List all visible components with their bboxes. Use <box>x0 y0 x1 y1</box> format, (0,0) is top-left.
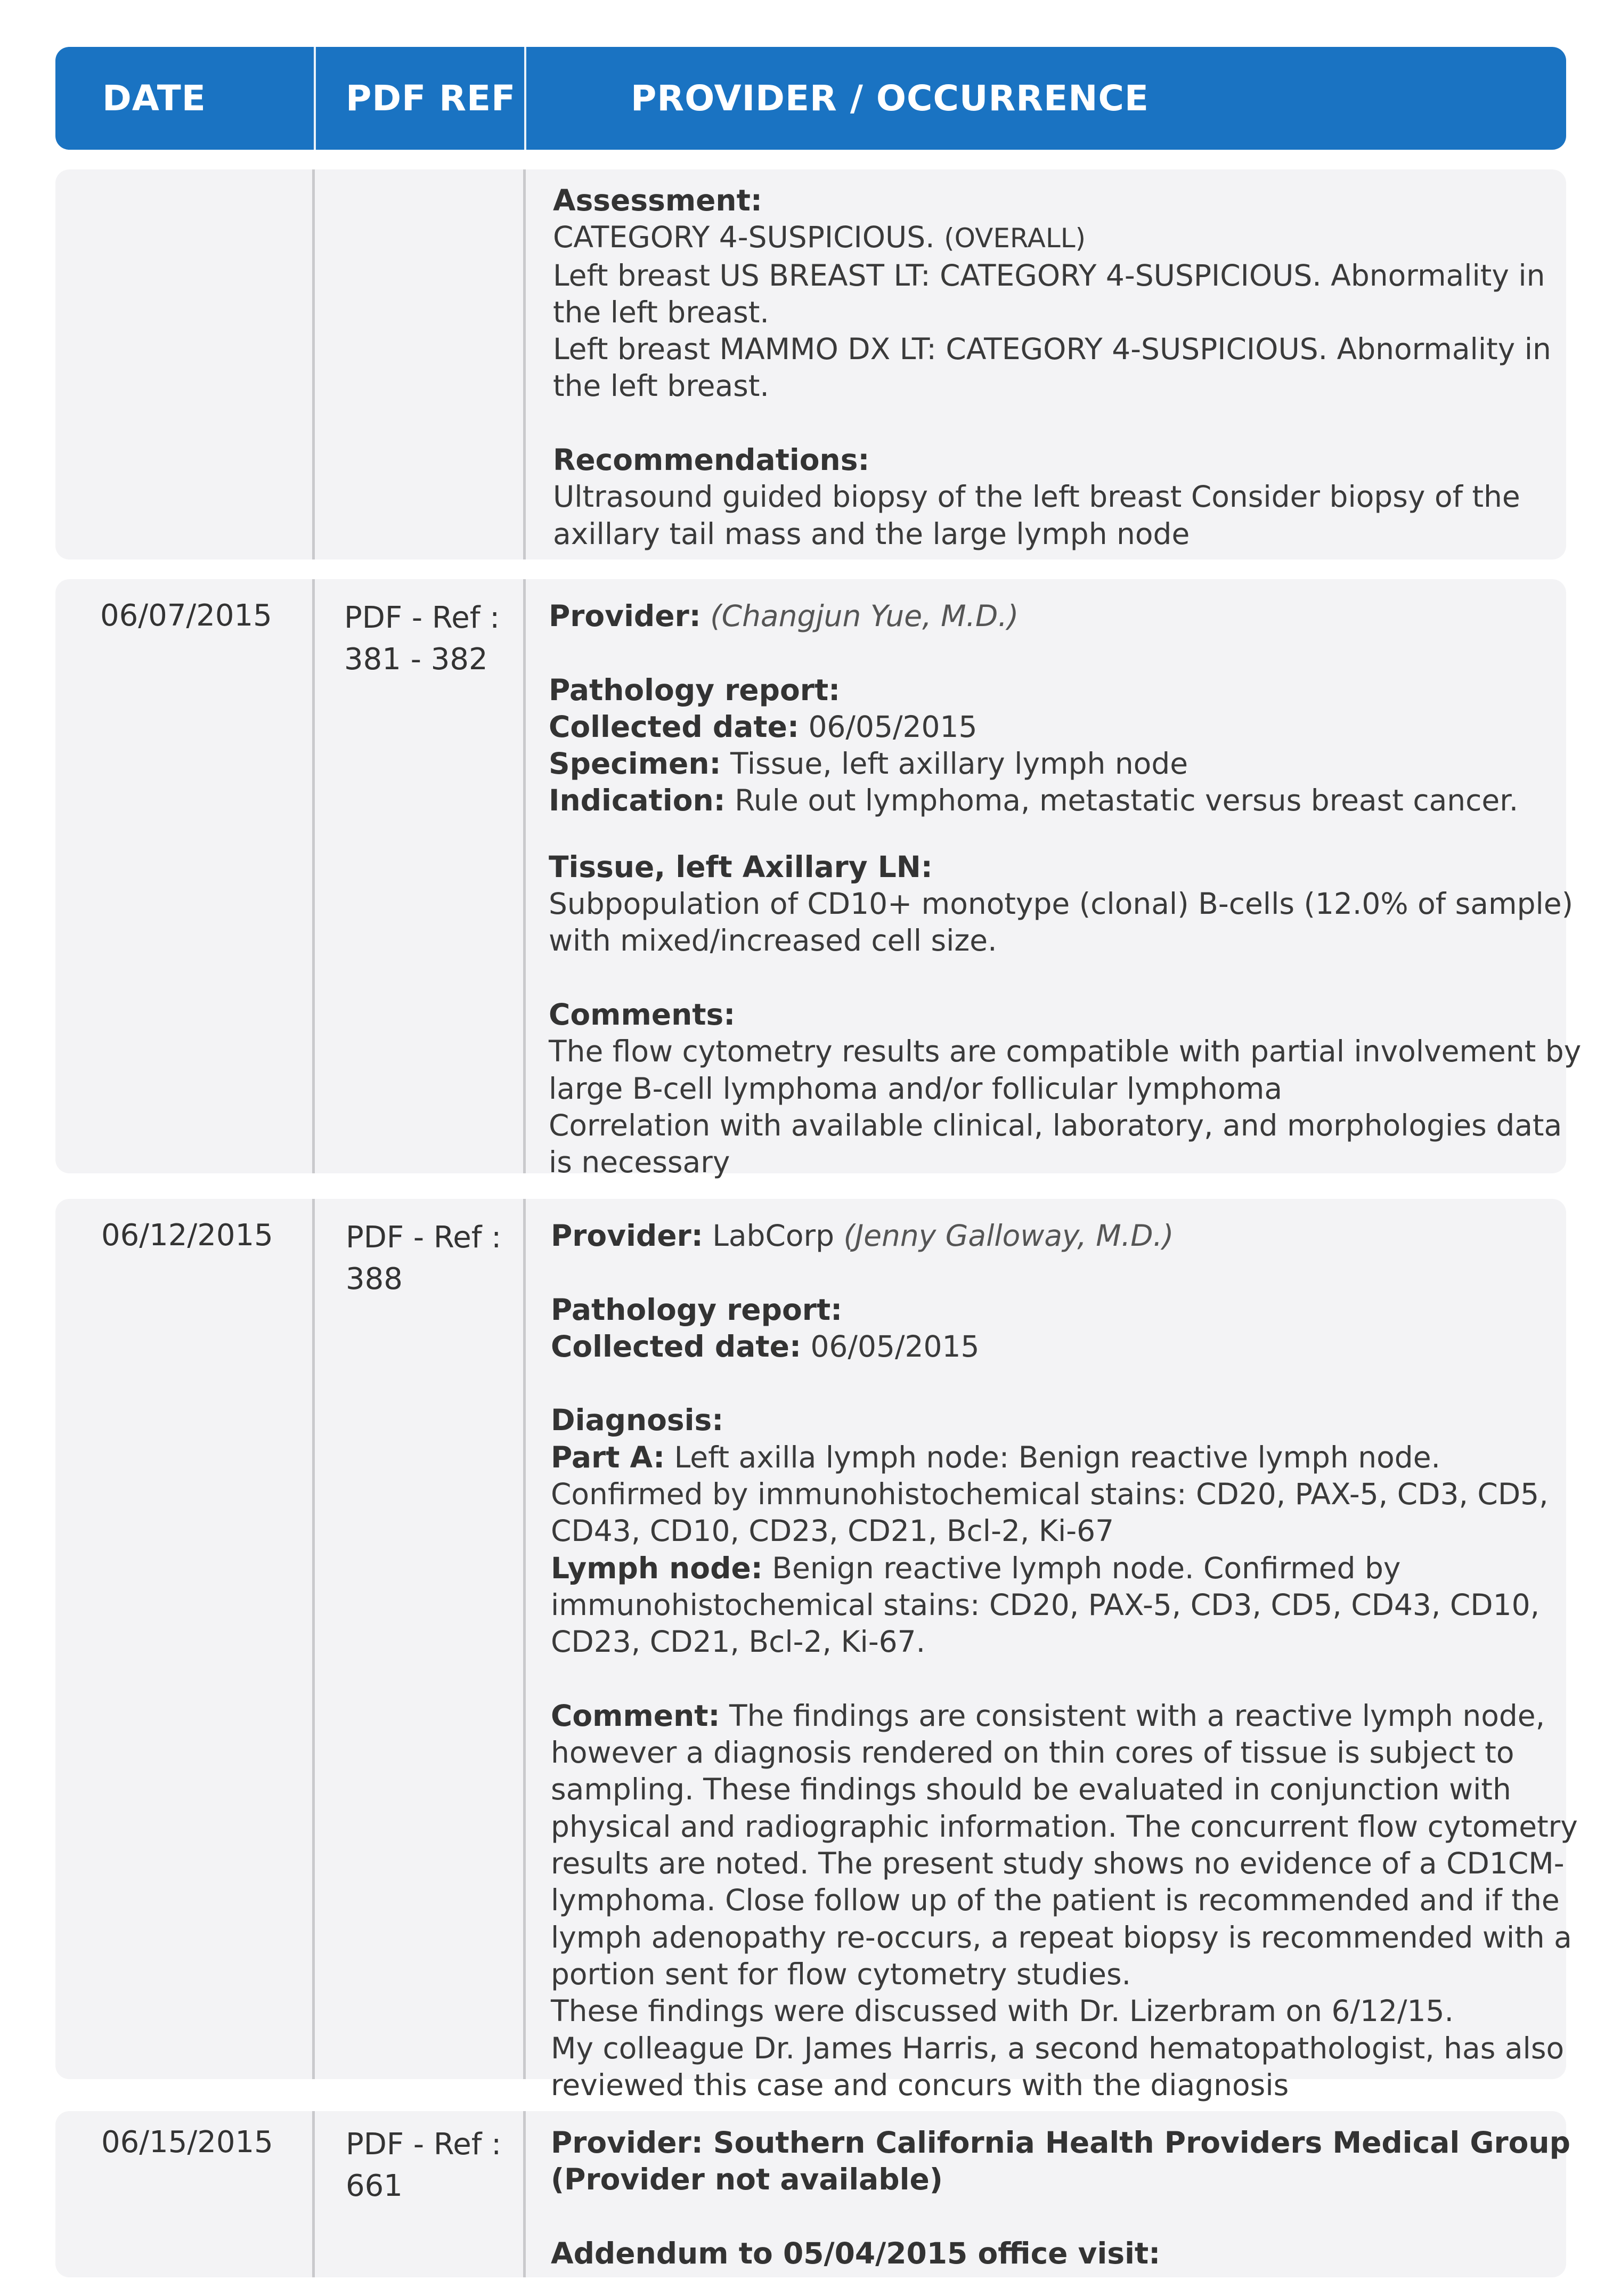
pdf-ref <box>346 1217 522 1300</box>
occurrence-content <box>553 182 1561 553</box>
indication-value: Rule out lymphoma, metastatic versus breast cancer. <box>735 783 1519 818</box>
comment-line: lymph adenopathy re-occurs, a repeat biopsy is recommended with a <box>551 1920 1572 1954</box>
assessment-line: the left breast. <box>553 295 769 329</box>
pdf-ref-column-header: PDF REF <box>346 78 516 119</box>
assessment-label: Assessment: <box>553 183 762 217</box>
table-row <box>55 579 1582 1180</box>
provider-column-header: PROVIDER / OCCURRENCE <box>631 78 1149 119</box>
collected-date: 06/05/2015 <box>810 1329 980 1364</box>
provider-line: (Provider not available) <box>551 2162 943 2197</box>
comment-line: Correlation with available clinical, laboratory, and morphologies data <box>549 1108 1562 1142</box>
part-a-value: Left axilla lymph node: Benign reactive lymph node. <box>674 1440 1441 1474</box>
table-row <box>55 1199 1578 2102</box>
comment-line: sampling. These findings should be evaluated in conjunction with <box>551 1772 1511 1807</box>
pdf-ref <box>346 2124 522 2207</box>
comment-line: lymphoma. Close follow up of the patient is recommended and if the <box>551 1883 1560 1918</box>
diagnosis-line: immunohistochemical stains: CD20, PAX-5, CD3, CD5, CD43, CD10, <box>551 1587 1540 1622</box>
diagnosis-line: CD23, CD21, Bcl-2, Ki-67. <box>551 1625 926 1659</box>
assessment-line: the left breast. <box>553 369 769 403</box>
specimen-label: Specimen: <box>549 747 721 781</box>
occurrence-date: 06/12/2015 <box>101 1218 273 1253</box>
column-divider <box>524 47 526 150</box>
comment-line: portion sent for flow cytometry studies. <box>551 1957 1131 1991</box>
comment-line: results are noted. The present study shows no evidence of a CD1CM- <box>551 1846 1565 1881</box>
comment-line: My colleague Dr. James Harris, a second hematopathologist, has also <box>551 2031 1565 2065</box>
comment-line: The findings are consistent with a reactive lymph node, <box>729 1698 1545 1733</box>
recommendation-line: Ultrasound guided biopsy of the left breast Consider biopsy of the <box>553 480 1520 514</box>
pathology-report-label: Pathology report: <box>549 672 841 707</box>
recommendation-line: axillary tail mass and the large lymph node <box>553 516 1190 551</box>
comments-label: Comments: <box>549 997 736 1032</box>
column-divider <box>312 579 315 1173</box>
comment-line: These findings were discussed with Dr. Lizerbram on 6/12/15. <box>551 1994 1454 2029</box>
column-divider <box>312 1199 315 2079</box>
column-divider <box>312 2111 315 2277</box>
provider-org: LabCorp <box>712 1219 835 1253</box>
tissue-line: with mixed/increased cell size. <box>549 923 997 958</box>
comment-line: is necessary <box>549 1145 730 1180</box>
occurrence-date: 06/15/2015 <box>101 2125 273 2160</box>
comment-line: reviewed this case and concurs with the diagnosis <box>551 2067 1289 2102</box>
table-header <box>55 47 1566 150</box>
pathology-report-label: Pathology report: <box>551 1292 843 1327</box>
date-column-header: DATE <box>102 78 206 119</box>
assessment-line: Left breast MAMMO DX LT: CATEGORY 4-SUSPICIOUS. Abnormality in <box>553 332 1551 367</box>
column-divider <box>523 169 526 559</box>
table-row <box>55 169 1566 559</box>
tissue-line: Subpopulation of CD10+ monotype (clonal) B-cells (12.0% of sample) <box>549 887 1574 921</box>
lymph-node-value: Benign reactive lymph node. Confirmed by <box>772 1551 1401 1585</box>
pdf-ref <box>344 597 520 680</box>
occurrence-content <box>549 598 1582 1181</box>
collected-date-label: Collected date: <box>551 1329 801 1364</box>
addendum-label: Addendum to 05/04/2015 office visit: <box>551 2236 1161 2270</box>
column-divider <box>314 47 316 150</box>
column-divider <box>523 579 526 1173</box>
collected-date-label: Collected date: <box>549 709 799 744</box>
column-divider <box>523 1199 526 2079</box>
assessment-overall-note: (OVERALL) <box>944 223 1086 254</box>
provider-label: Provider: <box>549 599 701 633</box>
pdf-ref-pages: 661 <box>346 2169 403 2203</box>
comment-label: Comment: <box>551 1698 720 1733</box>
part-a-label: Part A: <box>551 1440 665 1474</box>
pdf-ref-pages: 388 <box>346 1262 403 1296</box>
pdf-ref-pages: 381 - 382 <box>344 642 488 677</box>
specimen-value: Tissue, left axillary lymph node <box>730 747 1188 781</box>
assessment-line: Left breast US BREAST LT: CATEGORY 4-SUSPICIOUS. Abnormality in <box>553 258 1545 293</box>
occurrence-date: 06/07/2015 <box>100 598 272 633</box>
provider-name: (Changjun Yue, M.D.) <box>710 599 1019 633</box>
tissue-label: Tissue, left Axillary LN: <box>549 849 933 884</box>
occurrence-content <box>551 1218 1578 2104</box>
provider-name: (Jenny Galloway, M.D.) <box>843 1219 1174 1253</box>
table-row <box>55 2111 1570 2277</box>
collected-date: 06/05/2015 <box>808 709 978 744</box>
assessment-overall: CATEGORY 4-SUSPICIOUS. <box>553 220 935 255</box>
column-divider <box>312 169 315 559</box>
recommendations-label: Recommendations: <box>553 443 870 477</box>
provider-line: Provider: Southern California Health Providers Medical Group <box>551 2125 1570 2160</box>
occurrence-content <box>551 2124 1570 2272</box>
comment-line: The flow cytometry results are compatible with partial involvement by <box>549 1034 1582 1069</box>
indication-label: Indication: <box>549 783 726 818</box>
pdf-ref-label: PDF - Ref : <box>346 1220 502 1255</box>
provider-label: Provider: <box>551 1219 703 1253</box>
lymph-node-label: Lymph node: <box>551 1551 763 1585</box>
comment-line: physical and radiographic information. The concurrent flow cytometry <box>551 1809 1578 1844</box>
pdf-ref-label: PDF - Ref : <box>346 2127 502 2162</box>
pdf-ref-label: PDF - Ref : <box>344 601 500 635</box>
column-divider <box>523 2111 526 2277</box>
comment-line: however a diagnosis rendered on thin cores of tissue is subject to <box>551 1735 1514 1770</box>
diagnosis-line: CD43, CD10, CD23, CD21, Bcl-2, Ki-67 <box>551 1514 1114 1548</box>
diagnosis-line: Confirmed by immunohistochemical stains: CD20, PAX-5, CD3, CD5, <box>551 1477 1549 1512</box>
comment-line: large B-cell lymphoma and/or follicular lymphoma <box>549 1071 1283 1106</box>
diagnosis-label: Diagnosis: <box>551 1403 724 1438</box>
